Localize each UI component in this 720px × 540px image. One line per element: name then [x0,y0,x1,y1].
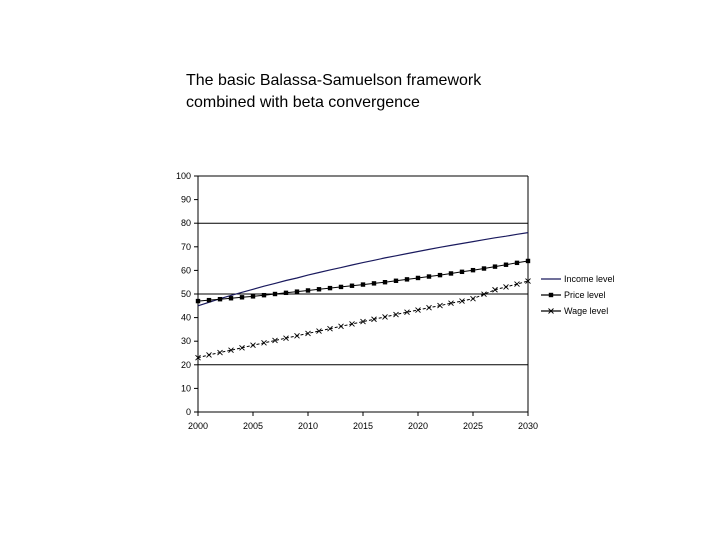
x-tick-label: 2020 [407,421,429,431]
price-level-point [229,296,233,300]
price-level-point [504,263,508,267]
price-level-point [196,299,200,303]
legend-item-price-level [541,290,606,300]
price-level-point [372,281,376,285]
price-level-line [198,261,528,301]
wage-level-point [383,314,388,319]
price-level-point [207,298,211,302]
wage-level-point [295,333,300,338]
price-level-point [339,285,343,289]
price-level-point [515,261,519,265]
price-level-point [361,282,365,286]
y-tick-label: 40 [180,312,191,323]
price-level-point [328,286,332,290]
price-level-point [482,266,486,270]
legend-label: Wage level [564,306,609,316]
price-level-point [493,264,497,268]
x-tick-label: 2030 [517,421,539,431]
chart-legend [541,274,615,316]
x-tick-label: 2015 [352,421,374,431]
price-level-point [295,289,299,293]
price-level-point [251,294,255,298]
wage-level-point [471,296,476,301]
y-tick-label: 80 [180,218,191,229]
price-level-point [350,284,354,288]
wage-level-point [504,284,509,289]
y-tick-label: 20 [180,359,191,370]
legend-item-income-level [541,274,615,284]
price-level-point [262,293,266,297]
y-tick-label: 0 [185,407,191,417]
wage-level-point [339,324,344,329]
price-level-point [218,297,222,301]
chart-axes [176,171,538,431]
price-level-point [317,287,321,291]
slide-title-line-2: combined with beta convergence [186,94,420,111]
y-tick-label: 70 [180,241,191,252]
y-tick-label: 100 [175,171,191,181]
price-level-point [240,295,244,299]
price-level-point [449,271,453,275]
price-level-point [427,274,431,278]
y-tick-label: 10 [180,383,191,394]
x-tick-label: 2000 [187,421,209,431]
price-level-point [471,268,475,272]
price-level-series [196,259,530,304]
y-tick-label: 60 [180,265,191,276]
wage-level-point [251,343,256,348]
chart-series [196,233,531,361]
price-level-point [306,288,310,292]
legend-label: Price level [564,290,606,300]
wage-level-point [427,305,432,310]
price-level-point [394,279,398,283]
chart-gridlines [198,176,528,365]
price-level-point [416,276,420,280]
price-level-point [438,273,442,277]
price-level-point [273,292,277,296]
y-tick-label: 90 [180,194,191,205]
price-level-point [284,291,288,295]
y-tick-label: 30 [180,336,191,347]
wage-level-line [198,281,528,358]
legend-marker [549,293,553,297]
price-level-point [405,277,409,281]
price-level-point [383,280,387,284]
price-level-point [460,270,464,274]
y-tick-label: 50 [180,289,191,299]
legend-label: Income level [564,274,615,284]
wage-level-point [207,352,212,357]
x-tick-label: 2025 [462,421,484,431]
slide-title-line-1: The basic Balassa-Samuelson framework [186,72,482,89]
x-tick-label: 2010 [297,421,319,431]
legend-item-wage-level [541,306,608,316]
price-level-point [526,259,530,263]
x-tick-label: 2005 [242,421,264,431]
